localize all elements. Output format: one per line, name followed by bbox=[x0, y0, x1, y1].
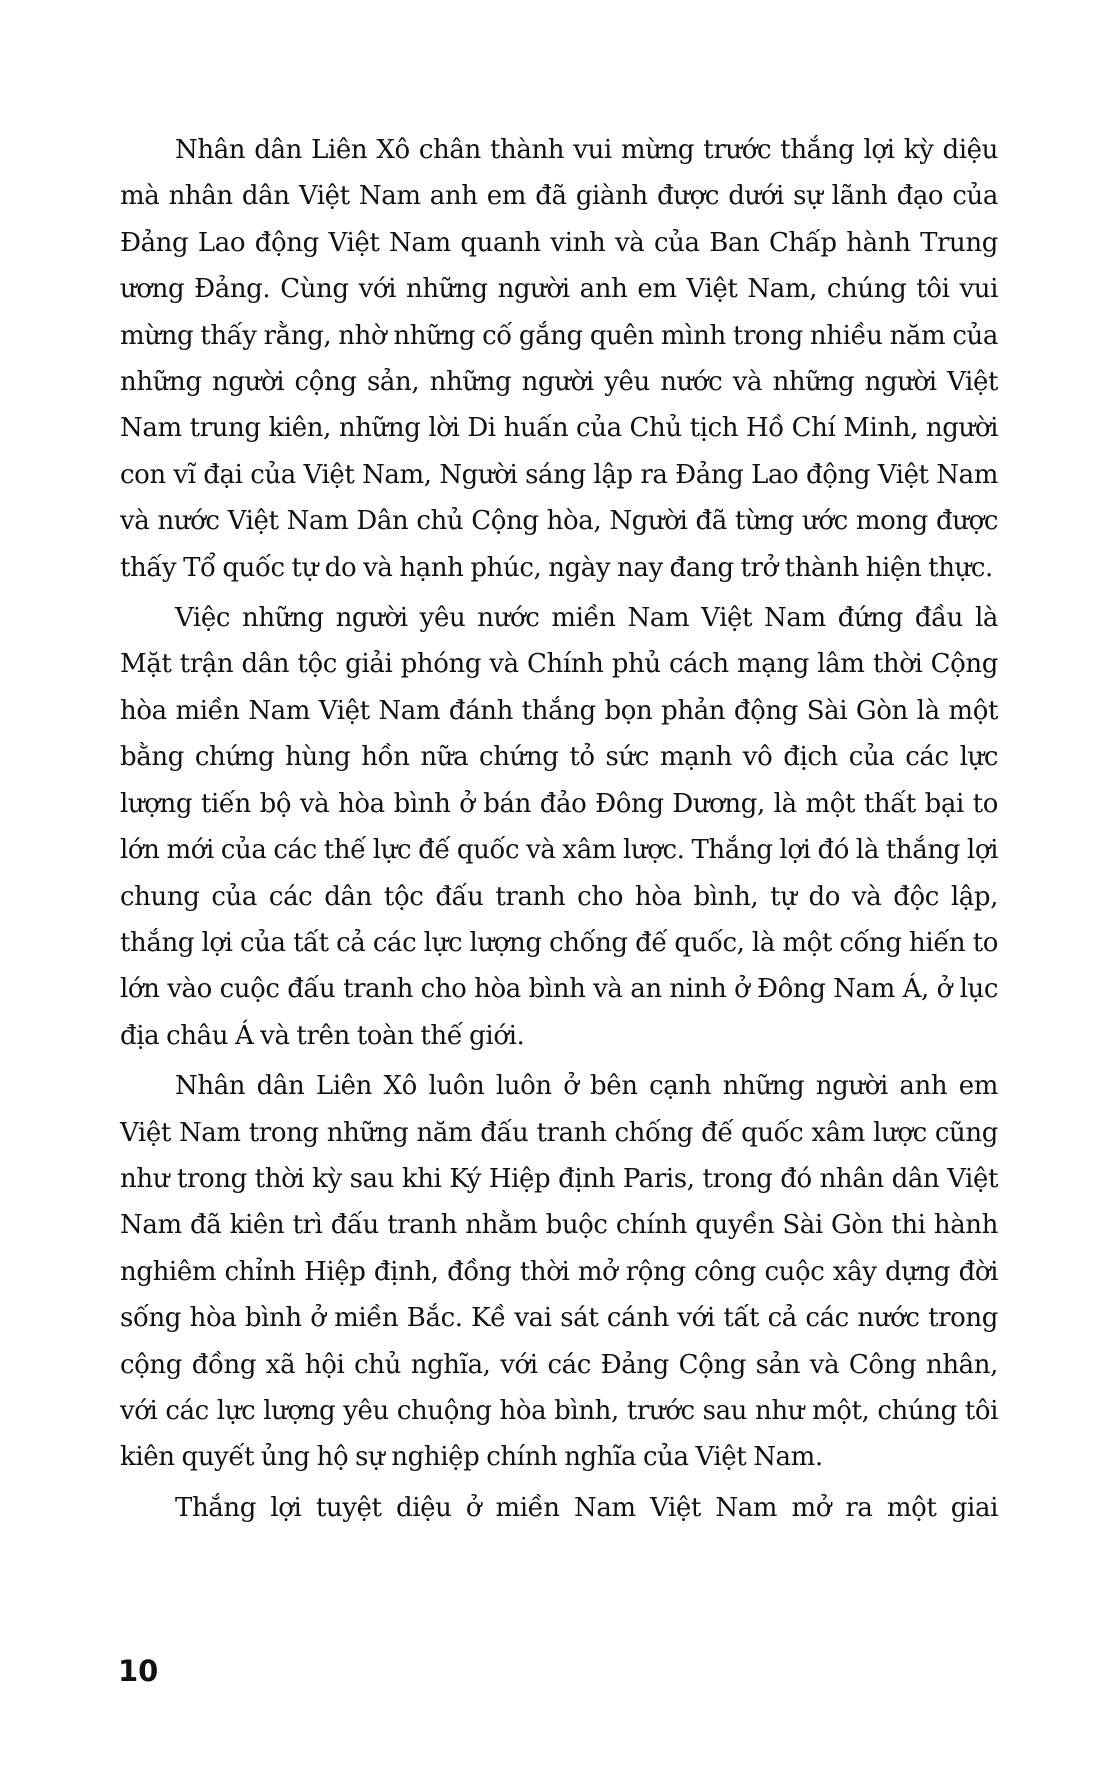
paragraph-2: Việc những người yêu nước miền Nam Việt Nam đứng đầu là Mặt trận dân tộc giải phóng và Chính phủ cách mạng lâm thời Cộng hòa miền Nam Việt Nam đánh thắng bọn phản động Sài Gòn là một bằng chứng hùng hồn nữa chứng tỏ sức mạnh vô địch của các lực lượng tiến bộ và hòa bình ở bán đảo Đông Dương, là một thất bại to lớn mới của các thế lực đế quốc và xâm lược. Thắng lợi đó là thắng lợi chung của các dân tộc đấu tranh cho hòa bình, tự do và độc lập, thắng lợi của tất cả các lực lượng chống đế quốc, là một cống hiến to lớn vào cuộc đấu tranh cho hòa bình và an ninh ở Đông Nam Á, ở lục địa châu Á và trên toàn thế giới. bbox=[120, 603, 998, 1051]
paragraph-4: Thắng lợi tuyệt diệu ở miền Nam Việt Nam mở ra một giai bbox=[175, 1492, 998, 1523]
page-number: 10 bbox=[118, 1654, 159, 1688]
paragraph-1: Nhân dân Liên Xô chân thành vui mừng trước thắng lợi kỳ diệu mà nhân dân Việt Nam anh em đã giành được dưới sự lãnh đạo của Đảng Lao động Việt Nam quanh vinh và của Ban Chấp hành Trung ương Đảng. Cùng với những người anh em Việt Nam, chúng tôi vui mừng thấy rằng, nhờ những cố gắng quên mình trong nhiều năm của những người cộng sản, những người yêu nước và những người Việt Nam trung kiên, những lời Di huấn của Chủ tịch Hồ Chí Minh, người con vĩ đại của Việt Nam, Người sáng lập ra Đảng Lao động Việt Nam và nước Việt Nam Dân chủ Cộng hòa, Người đã từng ước mong được thấy Tổ quốc tự do và hạnh phúc, ngày nay đang trở thành hiện thực. bbox=[120, 135, 998, 583]
body-text bbox=[120, 127, 998, 1531]
paragraph-3: Nhân dân Liên Xô luôn luôn ở bên cạnh những người anh em Việt Nam trong những năm đấu tranh chống đế quốc xâm lược cũng như trong thời kỳ sau khi Ký Hiệp định Paris, trong đó nhân dân Việt Nam đã kiên trì đấu tranh nhằm buộc chính quyền Sài Gòn thi hành nghiêm chỉnh Hiệp định, đồng thời mở rộng công cuộc xây dựng đời sống hòa bình ở miền Bắc. Kề vai sát cánh với tất cả các nước trong cộng đồng xã hội chủ nghĩa, với các Đảng Cộng sản và Công nhân, với các lực lượng yêu chuộng hòa bình, trước sau như một, chúng tôi kiên quyết ủng hộ sự nghiệp chính nghĩa của Việt Nam. bbox=[120, 1071, 998, 1473]
